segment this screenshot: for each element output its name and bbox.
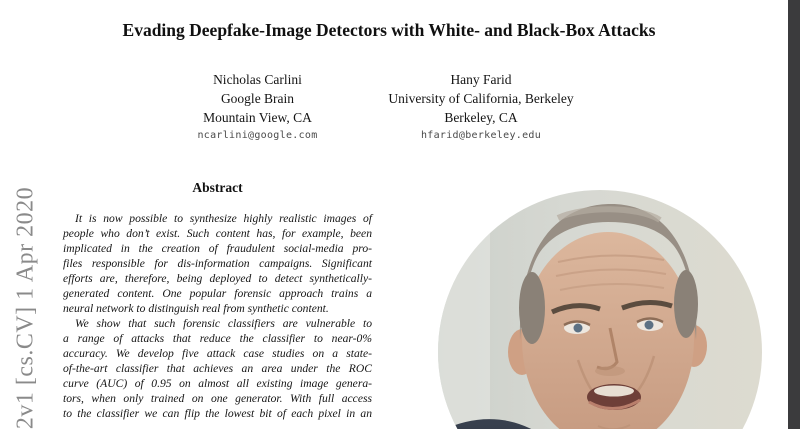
left-iris — [574, 324, 583, 333]
paper-title: Evading Deepfake-Image Detectors with White- and Black-Box Attacks — [122, 20, 656, 40]
author-email: hfarid@berkeley.edu — [420, 130, 542, 141]
hair-left-side — [519, 272, 545, 344]
abstract-line: files responsible for dis-information campaigns. Significant — [63, 257, 372, 270]
abstract-line: neural network to distinguish real from synthetic content. — [63, 302, 329, 315]
hair-right-side — [674, 270, 698, 338]
author-email: ncarlini@google.com — [197, 130, 318, 141]
author-block-farid — [350, 70, 612, 145]
author-affiliation: University of California, Berkeley — [388, 91, 574, 106]
nose-shadow — [595, 366, 625, 376]
abstract-line: tors, when only trained on one generator. With full access — [63, 392, 372, 405]
viewer-background-strip — [788, 0, 800, 429]
arxiv-stamp: 2v1 [cs.CV] 1 Apr 2020 — [12, 186, 39, 429]
abstract-line: It is now possible to synthesize highly realistic images of — [75, 212, 372, 225]
author-name: Hany Farid — [450, 72, 512, 87]
teeth — [594, 386, 634, 397]
abstract-section — [63, 180, 372, 421]
abstract-line: implicated in the creation of fraudulent social-media pro- — [63, 242, 372, 255]
author-location: Mountain View, CA — [203, 110, 312, 125]
abstract-line: generated content. One popular forensic approach trains a — [63, 287, 372, 300]
abstract-heading: Abstract — [192, 180, 243, 195]
abstract-line: of-the-art classifier that achieves an area under the ROC — [63, 362, 372, 375]
abstract-line: a range of attacks that reduce the classifier to near-0% — [63, 332, 372, 345]
author-block-carlini — [160, 70, 355, 145]
author-photo — [438, 190, 762, 429]
portrait-illustration — [438, 190, 762, 429]
photo-light-band — [438, 190, 490, 429]
author-location: Berkeley, CA — [444, 110, 518, 125]
author-affiliation: Google Brain — [220, 91, 295, 106]
abstract-line: efforts are, therefore, being deployed to detect synthetically- — [63, 272, 372, 285]
abstract-line: We show that such forensic classifiers are vulnerable to — [75, 317, 372, 330]
right-iris — [645, 321, 654, 330]
abstract-line: accuracy. We develop five attack case studies on a state- — [63, 347, 372, 360]
abstract-line: curve (AUC) of 0.95 on almost all existing image genera- — [63, 377, 372, 390]
author-name: Nicholas Carlini — [213, 72, 302, 87]
abstract-line: people who don’t exist. Such content has, for example, been — [63, 227, 372, 240]
abstract-line: to the classifier we can flip the lowest bit of each pixel in an — [63, 407, 372, 420]
